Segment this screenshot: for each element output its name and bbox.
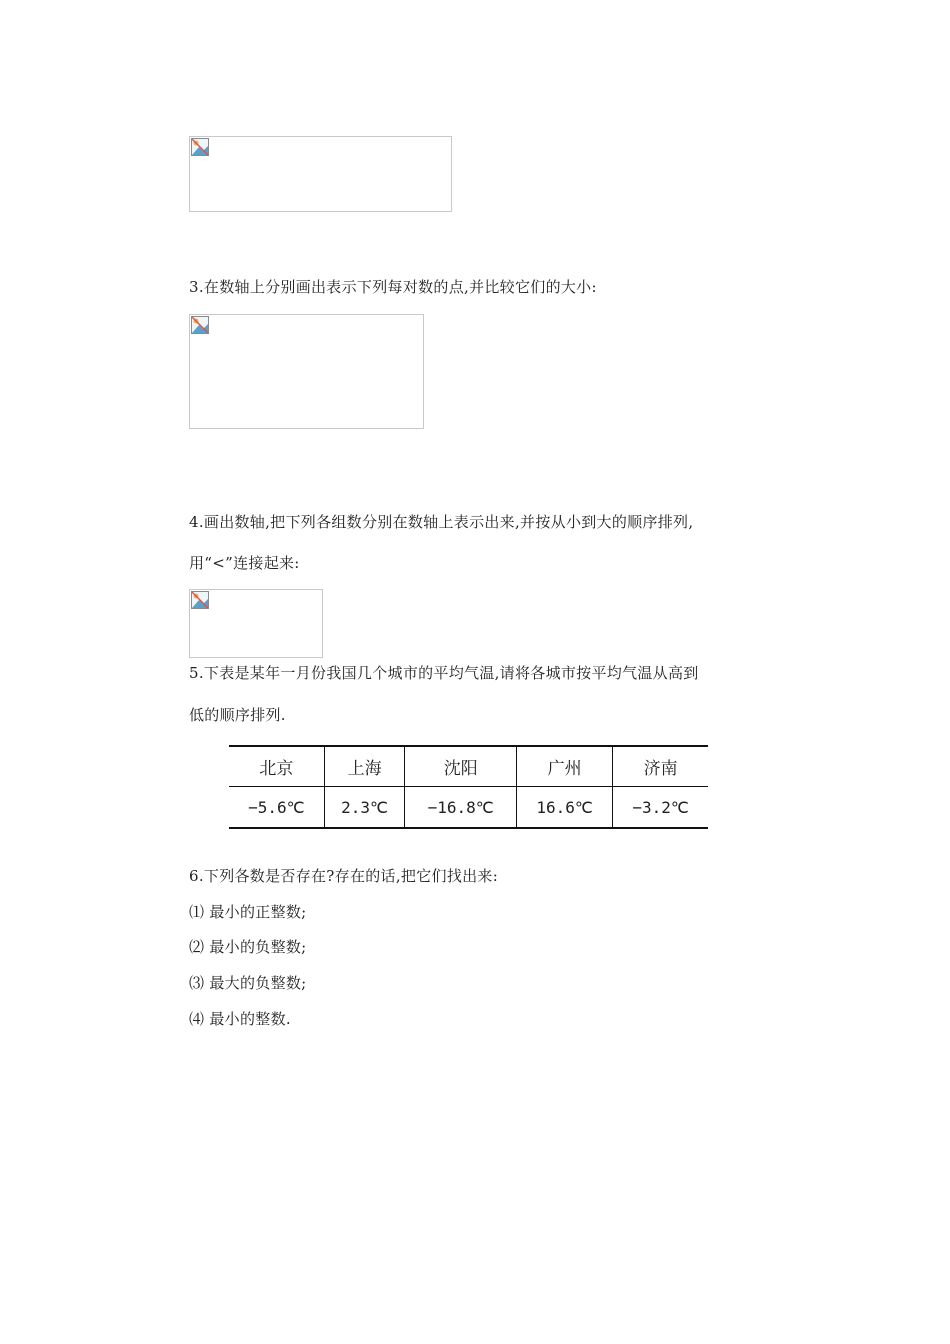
image-placeholder-3 [189,589,323,658]
question-4-line2: 用“<”连接起来: [189,554,300,572]
question-6-item-3: ⑶ 最大的负整数; [189,974,307,992]
broken-image-icon [191,316,209,334]
city-cell: 上海 [324,746,405,787]
table-header-row [229,746,708,787]
question-5-line2: 低的顺序排列. [189,706,286,724]
question-6-item-1: ⑴ 最小的正整数; [189,903,307,921]
temperature-table [229,745,708,829]
question-6: 6.下列各数是否存在?存在的话,把它们找出来: [189,867,499,885]
table-row [229,787,708,829]
question-3: 3.在数轴上分别画出表示下列每对数的点,并比较它们的大小: [189,278,597,296]
broken-image-icon [191,138,209,156]
temperature-cell: −3.2℃ [613,787,708,829]
temperature-cell: 2.3℃ [324,787,405,829]
temperature-cell: −5.6℃ [229,787,324,829]
image-placeholder-1 [189,136,452,212]
temperature-cell: 16.6℃ [517,787,613,829]
broken-image-icon [191,591,209,609]
temperature-cell: −16.8℃ [405,787,517,829]
question-6-item-2: ⑵ 最小的负整数; [189,938,307,956]
city-cell: 济南 [613,746,708,787]
question-6-item-4: ⑷ 最小的整数. [189,1010,291,1028]
city-cell: 沈阳 [405,746,517,787]
question-5-line1: 5.下表是某年一月份我国几个城市的平均气温,请将各城市按平均气温从高到 [189,664,699,682]
question-4-line1: 4.画出数轴,把下列各组数分别在数轴上表示出来,并按从小到大的顺序排列, [189,513,694,531]
image-placeholder-2 [189,314,424,429]
city-cell: 北京 [229,746,324,787]
city-cell: 广州 [517,746,613,787]
